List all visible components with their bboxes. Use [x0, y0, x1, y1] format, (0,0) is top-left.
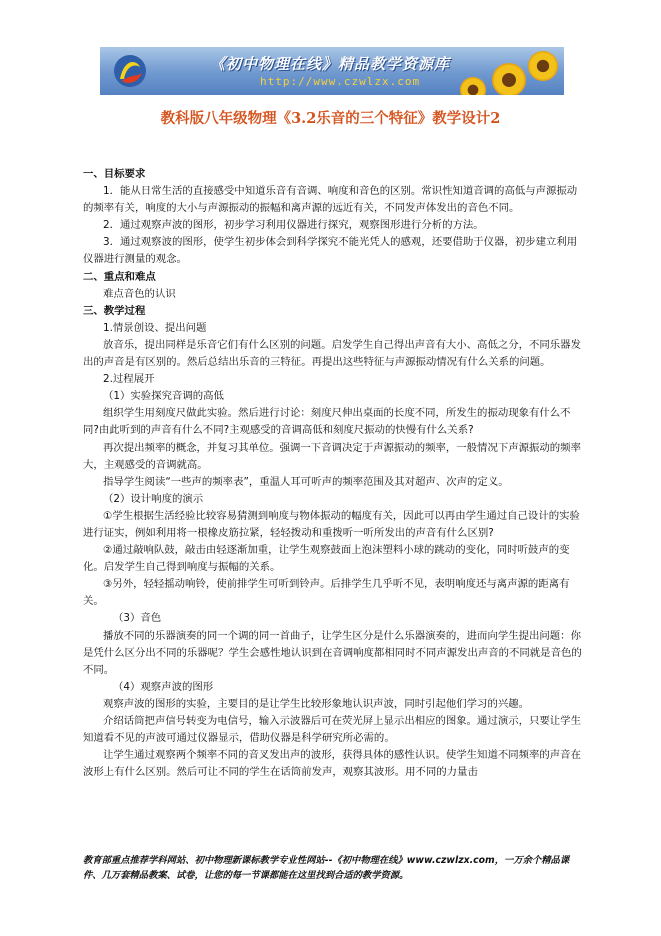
document-title: 教科版八年级物理《3.2乐音的三个特征》教学设计2	[160, 110, 501, 127]
sunflower-icon	[492, 63, 526, 95]
paragraph: 组织学生用刻度尺做此实验。然后进行讨论：刻度尺伸出桌面的长度不同，所发生的振动现象有什么不同?由此听到的声音有什么不同?主观感受的音调高低和刻度尺振动的快慢有什么关系?	[83, 407, 571, 437]
site-banner	[100, 47, 564, 95]
paragraph: 1．能从日常生活的直接感受中知道乐音有音调、响度和音色的区别。常识性知道音调的高低与声源振动的频率有关，响度的大小与声源振动的振幅和离声源的远近有关，不同发声体发出的音色不同。	[83, 185, 578, 215]
paragraph: （4）观察声波的图形	[113, 680, 214, 693]
paragraph: 播放不同的乐器演奏的同一个调的同一首曲子，让学生区分是什么乐器演奏的，进而向学生提出问题：你是凭什么区分出不同的乐器呢？学生会感性地认识到在音调响度都相同时不同声源发出声音的不同就是音色的不同。	[83, 629, 582, 676]
site-logo-icon	[112, 53, 148, 89]
paragraph: 观察声波的图形的实验，主要目的是让学生比较形象地认识声波，同时引起他们学习的兴趣。	[103, 697, 530, 710]
paragraph: 再次提出频率的概念，并复习其单位。强调一下音调决定于声源振动的频率，一般情况下声源振动的频率大，主观感受的音调就高。	[83, 441, 581, 471]
section-heading: 三、教学过程	[83, 304, 146, 317]
paragraph: 1.情景创设、提出问题	[103, 321, 207, 334]
paragraph: ②通过敲响队鼓，敲击由轻逐渐加重，让学生观察鼓面上泡沫塑料小球的跳动的变化，同时听鼓声的变化。启发学生自己得到响度与振幅的关系。	[83, 544, 570, 574]
banner-title: 《初中物理在线》精品教学资源库	[210, 55, 451, 73]
paragraph: ③另外，轻轻摇动响铃，使前排学生可听到铃声。后排学生几乎听不见，表明响度还与离声源的距离有关。	[83, 578, 570, 608]
banner-url: http://www.czwlzx.com	[260, 75, 421, 88]
paragraph: ①学生根据生活经验比较容易猜测到响度与物体振动的幅度有关，因此可以再由学生通过自己设计的实验进行证实，例如利用将一根橡皮筋拉紧，轻轻拨动和重拨听一听所发出的声音有什么区别?	[83, 509, 580, 539]
sunflower-icon	[460, 77, 486, 95]
paragraph: 2.过程展开	[103, 373, 155, 386]
paragraph: 指导学生阅读“一些声的频率表”，重温人耳可听声的频率范围及其对超声、次声的定义。	[103, 475, 509, 488]
paragraph: （1）实验探究音调的高低	[103, 390, 224, 403]
paragraph: 3．通过观察波的图形，使学生初步体会到科学探究不能光凭人的感观，还要借助于仪器，初步建立利用仪器进行测量的观念。	[83, 236, 578, 266]
paragraph: （2）设计响度的演示	[103, 492, 204, 505]
section-heading: 一、目标要求	[83, 168, 146, 180]
paragraph: 放音乐，提出同样是乐音它们有什么区别的问题。启发学生自己得出声音有大小、高低之分，不同乐器发出的声音是有区别的。然后总结出乐音的三特征。再提出这些特征与声源振动情况有什么关系的问题。	[83, 338, 581, 369]
sunflower-icon	[528, 51, 558, 81]
paragraph: 难点音色的认识	[103, 287, 176, 300]
section-heading: 二、重点和难点	[83, 270, 156, 283]
paragraph: 2．通过观察声波的图形，初步学习利用仪器进行探究，观察图形进行分析的方法。	[103, 219, 484, 232]
document-body	[83, 166, 583, 781]
paragraph: （3）音色	[113, 612, 162, 625]
page-footer: 教育部重点推荐学科网站、初中物理新课标教学专业性网站--《初中物理在线》www.czwlzx.com，一万余个精品课件、几万套精品教案、试卷，让您的每一节课都能在这里找到合适的教学资源。	[83, 855, 570, 881]
paragraph: 介绍话筒把声信号转变为电信号，输入示波器后可在荧光屏上显示出相应的图象。通过演示，只要让学生知道看不见的声波可通过仪器显示，借助仪器是科学研究所必需的。	[83, 715, 581, 745]
paragraph: 让学生通过观察两个频率不同的音叉发出声的波形，获得具体的感性认识。使学生知道不同频率的声音在波形上有什么区别。然后可让不同的学生在话筒前发声，观察其波形。用不同的力量击	[83, 749, 581, 779]
